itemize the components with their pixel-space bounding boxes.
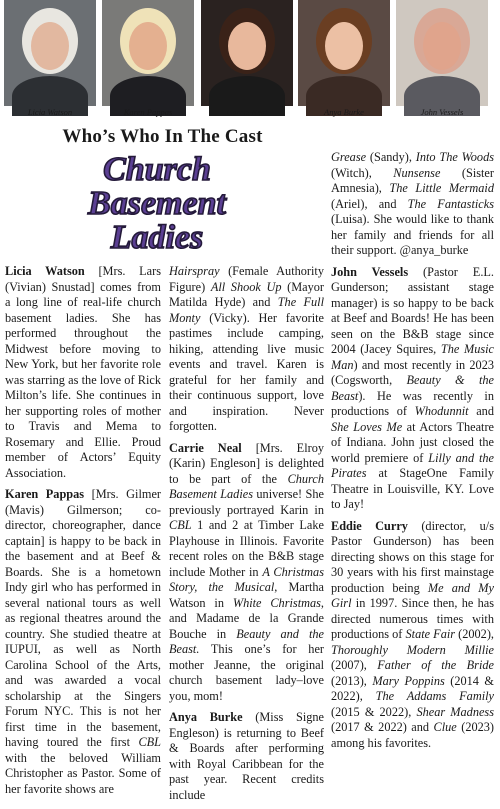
show-title: Beauty & the Beast	[331, 373, 494, 403]
bio-name: Anya Burke	[169, 710, 243, 724]
bio-text: (Female Authority Figure)	[169, 264, 324, 294]
portrait-face	[325, 22, 363, 70]
bio-text: (Mayor Matilda Hyde) and	[169, 279, 324, 309]
show-title: Lilly and the Pirates	[331, 450, 494, 480]
bio-karen-pappas-continued	[169, 264, 324, 435]
logo-line-2: Basement	[88, 185, 226, 222]
show-title: Thoroughly Modern Millie	[331, 642, 494, 657]
bio-name: Licia Watson	[5, 264, 85, 278]
show-title: Grease	[331, 150, 367, 164]
show-title: Hairspray	[169, 264, 220, 278]
show-title: Nunsense	[393, 165, 441, 180]
bio-text: with the beloved William Christopher as Pastor. Some of her favorite shows are	[5, 750, 161, 796]
bio-text: ) and most recently in 2023 (Cogsworth,	[331, 357, 494, 387]
show-title: A Christmas Story, the Musical	[169, 564, 324, 594]
bio-licia-watson	[5, 264, 161, 481]
show-title: Church Basement Ladies	[169, 471, 324, 501]
bio-text: (2002),	[455, 627, 494, 641]
bio-text: (2023) among his favorites.	[331, 720, 495, 750]
church-basement-ladies-logo	[55, 148, 260, 256]
bio-name: Karen Pappas	[5, 487, 85, 501]
bio-text: [Mrs. Lars (Vivian) Snustad] comes from a long line of real-life church basement ladies. She has performed throughout the Midwest before moving to New York, but her favorite role was starring as the love of Rick Milton’s life. She continues in her supporting roles of mother to Travis and Mema to Rosemary and Ellie. Proud member of Actors’ Equity Association.	[5, 264, 161, 480]
show-title: Father of the Bride	[377, 658, 494, 672]
bio-john-vessels	[331, 265, 494, 513]
bio-carrie-neal	[169, 441, 324, 705]
bio-text: (Luisa). She would like to thank her family and friends for all their support. @anya_burke	[331, 212, 494, 257]
bio-text: [Mrs. Gilmer (Mavis) Gilmerson; co-director, choreographer, dance captain] is happy to be back in the basement and at Beef & Boards. She is a hometown Indy girl who has performed in several national tours as well as regional theatres around the country. She studied theatre at IUPUI, as well as North Carolina School of the Arts, and was awarded a vocal scholarship at the Singers Forum NYC. This is not her first time in the basement, having toured the first	[5, 487, 161, 749]
bio-text: in 1997. Since then, he has directed numerous times with productions of	[331, 596, 494, 641]
bio-anya-burke	[169, 710, 324, 803]
bio-text: at Actors Theatre of Indiana. John just closed the world premiere of	[331, 419, 495, 465]
caption-karen-pappas: Karen Pappas	[123, 107, 173, 117]
bio-text: (2014 & 2022),	[331, 673, 494, 703]
bio-text: This one’s for her mother Jeanne, the original church basement lady–love you, mom!	[169, 642, 324, 703]
show-title: Shear Madness	[416, 704, 495, 719]
bio-name: Carrie Neal	[169, 440, 242, 455]
bio-text: , and Madame de la Grande Bouche in	[169, 595, 324, 641]
headshot-john-vessels	[396, 0, 488, 106]
bio-text: universe! She previously portrayed Karin in	[169, 487, 324, 517]
bio-text: (2013),	[331, 673, 373, 688]
bio-text: (Sister Amnesia),	[331, 165, 494, 195]
bio-text: ). He was recently in productions of	[331, 388, 494, 418]
show-title: CBL	[138, 735, 161, 749]
bio-text: (director, u/s Pastor Gunderson) has been directing shows on this stage for 30 years with his first mainstage production being	[331, 518, 494, 595]
bio-text: (Pastor E.L. Gunderson; assistant stage manager) is so happy to be back at Beef and Boards! He has been seen on the B&B stage since 2004 (Jacey Squires,	[331, 264, 494, 356]
show-title: The Full Monty	[169, 295, 324, 325]
show-title: Mary Poppins	[372, 673, 445, 688]
logo-line-3: Ladies	[110, 219, 204, 256]
caption-licia-watson: Licia Watson	[27, 107, 73, 117]
bio-text: [Mrs. Elroy (Karin) Engleson] is delighted to be part of the	[169, 440, 325, 486]
show-title: State Fair	[405, 627, 456, 641]
show-title: The Little Mermaid	[389, 181, 494, 195]
bio-text: (2017 & 2022) and	[331, 720, 434, 734]
headshot-karen-pappas	[102, 0, 194, 106]
bio-text: (Miss Signe Engleson) is returning to Beef & Boards after performing with Royal Caribbean for the past year. Recent credits include	[169, 710, 324, 802]
bio-name: Eddie Curry	[331, 518, 408, 533]
bio-column-1	[5, 264, 161, 803]
logo-line-1: Church	[103, 151, 211, 188]
show-title: The Music Man	[331, 342, 495, 372]
bio-column-2	[169, 264, 324, 809]
show-title: CBL	[169, 518, 192, 532]
headshot-carrie-neal	[201, 0, 293, 106]
show-title: Me and My Girl	[331, 580, 494, 610]
portrait-face	[423, 22, 461, 70]
bio-text: (2015 & 2022),	[331, 704, 417, 719]
bio-text: , Martha Watson in	[169, 580, 324, 610]
show-title: White Christmas	[232, 595, 321, 610]
show-title: All Shook Up	[210, 279, 282, 294]
show-title: Into The Woods	[415, 150, 494, 164]
page-title: Who’s Who In The Cast	[62, 126, 263, 147]
bio-text: (Sandy),	[366, 150, 416, 164]
headshot-licia-watson	[4, 0, 96, 106]
show-title: Whodunnit	[414, 404, 469, 418]
show-title: The Fantasticks	[407, 196, 494, 211]
portrait-face	[129, 22, 167, 70]
show-title: Beauty and the Beast.	[169, 626, 324, 656]
caption-john-vessels: John Vessels	[420, 107, 464, 117]
bio-text: (Vicky). Her favorite pastimes include camping, hiking, attending live music events and travel. Karen is grateful for her family and their continuous support, love and inspiration. Never forgotten.	[169, 310, 324, 433]
bio-text: (Ariel), and	[331, 196, 408, 211]
bio-text: and	[468, 404, 494, 418]
bio-text: (2007),	[331, 658, 378, 672]
bio-anya-burke-continued	[331, 150, 494, 259]
bio-text: 1 and 2 at Timber Lake Playhouse in Illinois. Favorite recent roles on the B&B stage include Mother in	[169, 518, 324, 579]
show-title: Clue	[433, 720, 457, 734]
show-title: She Loves Me	[331, 419, 403, 434]
bio-text: at StageOne Family Theatre in Louisville, KY. Love to Jay!	[331, 466, 494, 511]
bio-text: (Witch),	[331, 165, 394, 180]
bio-name: John Vessels	[331, 264, 409, 279]
cast-headshots	[0, 0, 500, 120]
bio-eddie-curry	[331, 519, 494, 752]
portrait-face	[228, 22, 266, 70]
bio-column-3	[331, 150, 494, 757]
portrait-face	[31, 22, 69, 70]
caption-anya-burke: Anya Burke	[324, 107, 364, 117]
show-title: The Addams Family	[375, 689, 495, 703]
headshot-anya-burke	[298, 0, 390, 106]
caption-carrie-neal: Carrie Neal	[226, 107, 268, 117]
bio-karen-pappas	[5, 487, 161, 797]
